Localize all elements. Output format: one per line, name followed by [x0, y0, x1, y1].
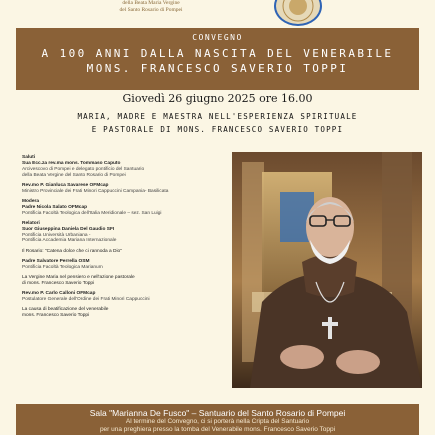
- speaker-name: Sua Ecc.za rev.ma mons. Tommaso Caputo: [22, 160, 121, 166]
- talk-line: La Vergine Maria nel pensiero e nell'azione pastorale: [22, 274, 135, 280]
- speaker-role: Arcivescovo di Pompei e delegato pontificio del Santuario: [22, 166, 145, 172]
- organization-line-2: del Santo Rosario di Pompei: [119, 7, 183, 13]
- organization-text: [96, 0, 206, 14]
- greetings-section: [22, 155, 222, 179]
- talk-line: Il Rosario: "Catena dolce che ci rannoda a Dio": [22, 248, 122, 254]
- speakers-section: [22, 221, 222, 245]
- subtitle-line-1: MARIA, MADRE E MAESTRA NELL'ESPERIENZA SPIRITUALE: [77, 112, 358, 121]
- organization-line-1: della Beata Maria Vergine: [122, 0, 180, 6]
- speaker-role: Pontificia Accademia Mariana Internazionale: [22, 238, 117, 244]
- event-title-line-1: A 100 ANNI DALLA NASCITA DEL VENERABILE: [41, 47, 394, 60]
- speaker-role: Pontificia Università Urbaniana -: [22, 232, 91, 238]
- speaker-name: Padre Nicola Salato OFMcap: [22, 204, 88, 210]
- speaker-role: Ministro Provinciale dei Frati Minori Cappuccini Campania- Basilicata: [22, 188, 169, 194]
- event-title-line-2: MONS. FRANCESCO SAVERIO TOPPI: [86, 62, 349, 75]
- talk-line: mons. Francesco Saverio Toppi: [22, 312, 90, 318]
- speaker-role: della Beata Vergine del Santo Rosario di Pompei: [22, 172, 126, 178]
- event-subtitle: [20, 110, 415, 136]
- title-banner: [16, 28, 419, 90]
- speaker-block: [22, 259, 222, 271]
- section-heading: Modera: [22, 198, 40, 204]
- footer-note-line-2: per una preghiera presso la tomba del Venerabile mons. Francesco Saverio Toppi: [99, 426, 336, 433]
- venue-text: Sala "Marianna De Fusco" – Santuario del Santo Rosario di Pompei: [89, 408, 346, 418]
- talk-title: [22, 307, 222, 319]
- talk-line: La causa di beatificazione del venerabile: [22, 306, 109, 312]
- talk-line: di mons. Francesco Saverio Toppi: [22, 280, 95, 286]
- moderator-section: [22, 199, 222, 217]
- section-heading: Saluti: [22, 155, 36, 160]
- event-date: Giovedì 26 giugno 2025 ore 16.00: [122, 92, 313, 105]
- portrait-photo: [232, 152, 422, 388]
- speaker-name: Rev.mo P. Carlo Calloni OFMcap: [22, 290, 96, 296]
- venue-footer: [16, 404, 419, 435]
- page-header: [0, 0, 435, 28]
- greetings-section-2: [22, 183, 222, 195]
- speaker-role: Pontificia Facoltà Teologica dell'Italia Meridionale – sez. San Luigi: [22, 210, 162, 216]
- event-kicker: CONVEGNO: [192, 33, 243, 42]
- program-column: [22, 155, 222, 323]
- speaker-name: Rev.mo P. Gianluca Savarese OFMcap: [22, 182, 109, 188]
- section-heading: Relatori: [22, 220, 40, 226]
- speaker-role: Postulatore Generale dell'Ordine dei Frati Minori Cappuccini: [22, 296, 150, 302]
- talk-title: [22, 275, 222, 287]
- footer-note-line-1: Al termine del Convegno, ci si porterà nella Cripta del Santuario: [125, 418, 310, 425]
- speaker-role: Pontificia Facoltà Teologica Marianum: [22, 264, 103, 270]
- speaker-name: Padre Salvatore Perrella OSM: [22, 258, 90, 264]
- subtitle-line-2: E PASTORALE DI MONS. FRANCESCO SAVERIO TOPPI: [91, 125, 344, 134]
- talk-title: [22, 249, 222, 255]
- speaker-block: [22, 291, 222, 303]
- sanctuary-seal-icon: [274, 0, 322, 26]
- speaker-name: Suor Giuseppina Daniela Del Gaudio SFI: [22, 226, 115, 232]
